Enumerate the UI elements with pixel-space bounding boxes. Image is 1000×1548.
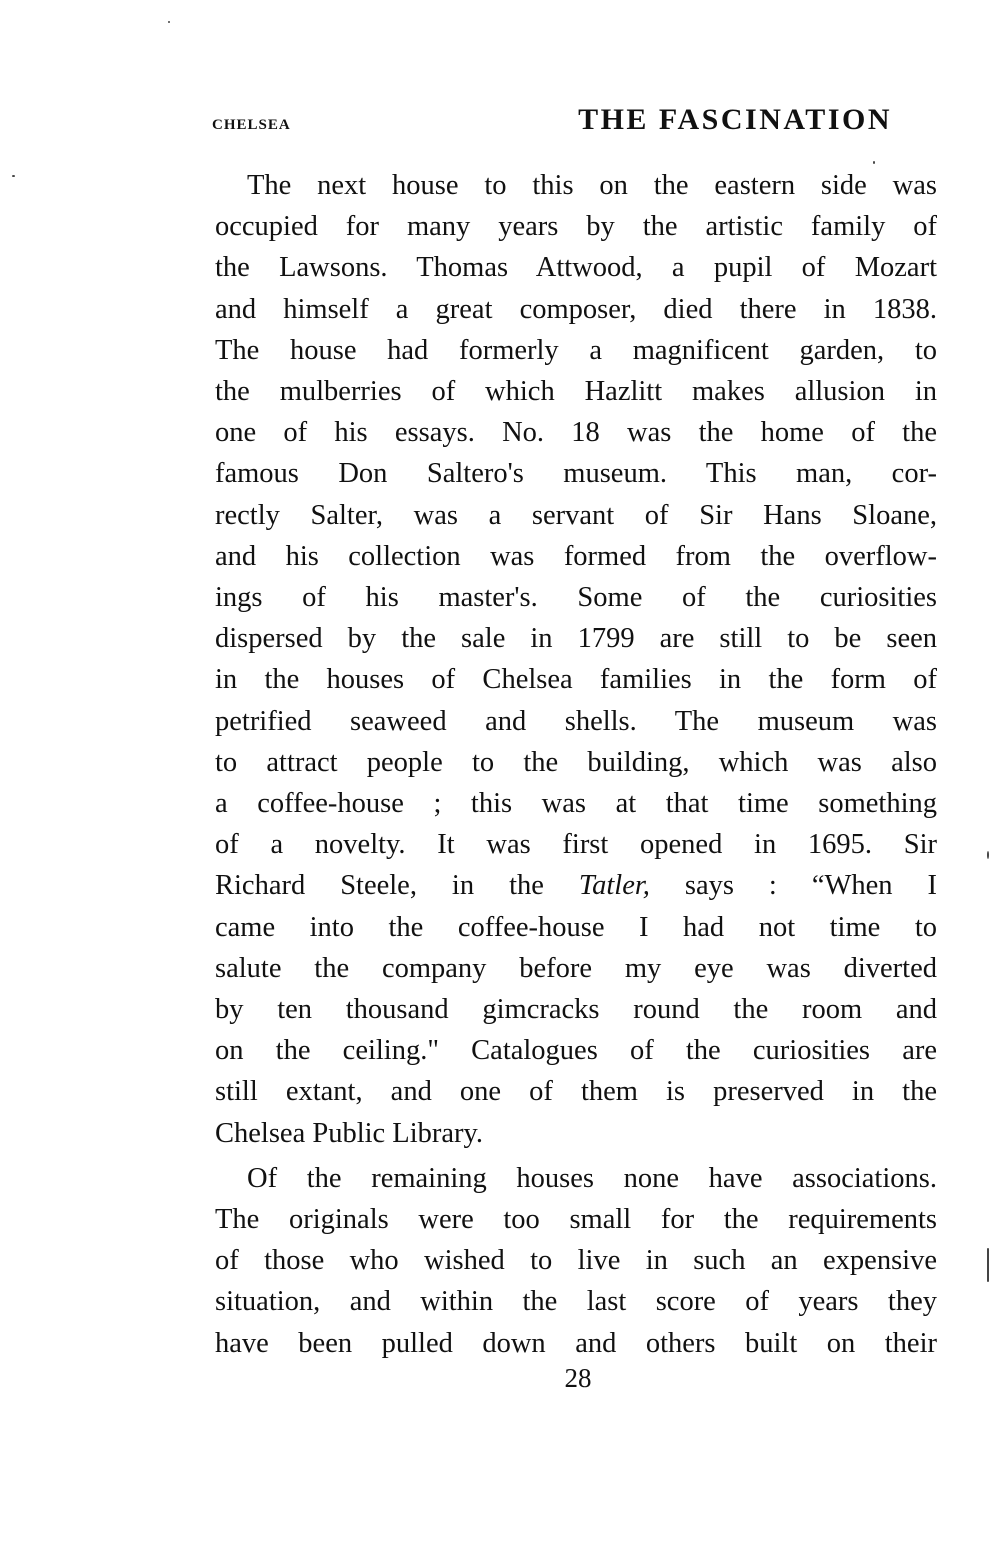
scan-speck — [12, 175, 15, 177]
text-line: dispersed by the sale in 1799 are still to be seen — [215, 623, 937, 655]
text-line: Of the remaining houses none have associations. — [247, 1162, 937, 1194]
scan-speck — [168, 21, 170, 23]
scan-speck — [873, 161, 875, 164]
text-line: ings of his master's. Some of the curiosities — [215, 582, 937, 614]
text-line: in the houses of Chelsea families in the form of — [215, 664, 937, 696]
scan-speck — [987, 1248, 989, 1282]
text-line: The next house to this on the eastern side was — [247, 170, 937, 201]
paragraph-2 — [215, 1158, 937, 1364]
text-fragment: says : “When I — [649, 870, 937, 902]
page-title: THE FASCINATION — [578, 103, 892, 136]
running-head: CHELSEA — [212, 117, 291, 133]
body-text — [215, 165, 937, 1364]
text-line-with-italic — [215, 865, 937, 906]
text-line: Chelsea Public Library. — [215, 1117, 484, 1149]
text-line: came into the coffee-house I had not time to — [215, 911, 937, 943]
text-line: famous Don Saltero's museum. This man, cor- — [215, 458, 937, 490]
page-header — [212, 103, 938, 143]
text-line: rectly Salter, was a servant of Sir Hans Sloane, — [215, 499, 937, 531]
text-line: of a novelty. It was first opened in 1695. Sir — [215, 829, 937, 861]
text-line: situation, and within the last score of years they — [215, 1286, 937, 1318]
text-line: the mulberries of which Hazlitt makes allusion in — [215, 376, 937, 408]
text-line: on the ceiling." Catalogues of the curiosities are — [215, 1035, 937, 1067]
text-line: occupied for many years by the artistic family of — [215, 211, 937, 243]
text-line: The house had formerly a magnificent garden, to — [215, 334, 937, 366]
paragraph-1 — [215, 165, 937, 1154]
text-line: a coffee-house ; this was at that time something — [215, 788, 937, 820]
italic-work-title: Tatler, — [578, 870, 650, 902]
text-line: and himself a great composer, died there in 1838. — [215, 293, 937, 325]
text-line: The originals were too small for the requirements — [215, 1204, 937, 1236]
text-line: have been pulled down and others built on their — [215, 1327, 937, 1359]
page-number: 28 — [564, 1363, 592, 1393]
text-line: the Lawsons. Thomas Attwood, a pupil of Mozart — [215, 252, 937, 284]
scan-speck — [987, 851, 989, 859]
text-line: petrified seaweed and shells. The museum was — [215, 705, 937, 737]
text-line: to attract people to the building, which was also — [215, 746, 937, 778]
text-line: salute the company before my eye was diverted — [215, 952, 937, 984]
text-line: still extant, and one of them is preserved in the — [215, 1076, 937, 1108]
text-line: of those who wished to live in such an expensive — [215, 1245, 937, 1277]
text-line: by ten thousand gimcracks round the room and — [215, 994, 937, 1026]
text-line: and his collection was formed from the overflow- — [215, 540, 937, 572]
text-line: one of his essays. No. 18 was the home of the — [215, 417, 937, 449]
text-fragment: Richard Steele, in the — [215, 870, 579, 902]
